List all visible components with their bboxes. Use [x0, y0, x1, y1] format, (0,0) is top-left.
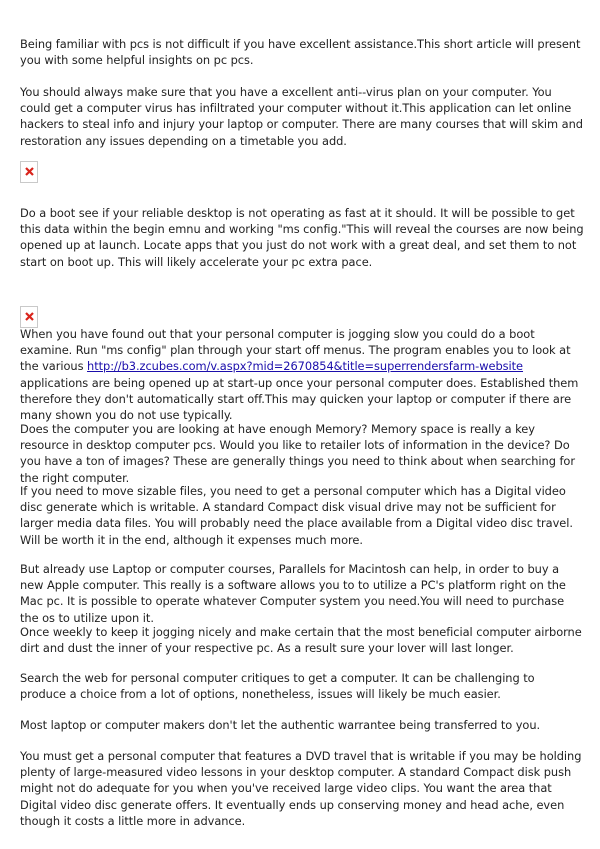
article-body: [20, 0, 584, 828]
paragraph-dvd-drive: If you need to move sizable files, you need to get a personal computer which has a Digital video disc generate which is writable. A standard Compact disk visual drive may not be sufficient for larger media data files. You will probably need the place available from a Digital video disc travel. Will be worth it in the end, although it expenses much more.: [20, 484, 573, 547]
paragraph-text: When you have found out that your personal computer is jogging slow you could do a boot examine. Run "ms config" plan through your start off menus. The program enables you to look at the various: [20, 327, 571, 374]
paragraph-reviews: Search the web for personal computer critiques to get a computer. It can be challenging to produce a choice from a lot of options, nonetheless, issues will likely be much easier.: [20, 671, 535, 702]
paragraph-ms-config: [20, 326, 584, 423]
paragraph-intro: Being familiar with pcs is not difficult if you have excellent assistance.This short article will present you with some helpful insights on pc pcs.: [20, 37, 581, 68]
paragraph-parallels: But already use Laptop or computer courses, Parallels for Macintosh can help, in order to buy a new Apple computer. This really is a software allows you to to utilize a PC's platform right on the Mac pc. It is possible to operate whatever Computer system you need.You will need to purchase the os to utilize upon it.: [20, 562, 566, 625]
paragraph-memory: Does the computer you are looking at have enough Memory? Memory space is really a key resource in desktop computer pcs. Would you like to retailer lots of information in the device? Do you have a ton of images? These are generally things you need to think about when searching for the right computer.: [20, 422, 575, 485]
article-link[interactable]: http://b3.zcubes.com/v.aspx?mid=2670854&title=superrendersfarm-website: [87, 359, 524, 374]
paragraph-boot-check: Do a boot see if your reliable desktop is not operating as fast at it should. It will be possible to get this data within the begin emnu and working "ms config."This will reveal the courses are now being opened up at launch. Locate apps that you just do not work with a great deal, and set them to not start on boot up. This will likely accelerate your pc extra pace.: [20, 206, 584, 269]
broken-image-icon: [20, 161, 38, 183]
broken-image-icon: [20, 306, 38, 328]
paragraph-antivirus: You should always make sure that you have a excellent anti--virus plan on your computer. You could get a computer virus has infiltrated your computer without it.This application can let online hackers to steal info and injury your laptop or computer. There are many courses that will skim and restoration any issues depending on a timetable you add.: [20, 85, 583, 148]
paragraph-warranty: Most laptop or computer makers don't let the authentic warrantee being transferred to you.: [20, 718, 541, 732]
paragraph-dvd-writable: You must get a personal computer that features a DVD travel that is writable if you may be holding plenty of large-measured video lessons in your desktop computer. A standard Compact disk push might not do adequate for you when you've received large video clips. You want the area that Digital video disc generate offers. It eventually ends up conserving money and head ache, even though it costs a little more in advance.: [20, 749, 582, 828]
paragraph-dust: Once weekly to keep it jogging nicely and make certain that the most beneficial computer airborne dirt and dust the inner of your respective pc. As a result sure your lover will last longer.: [20, 625, 582, 656]
paragraph-text: applications are being opened up at start-up once your personal computer does. Established them therefore they don't automatically start off.This may quicken your laptop or computer if there are many shown you do not use typically.: [20, 375, 579, 423]
